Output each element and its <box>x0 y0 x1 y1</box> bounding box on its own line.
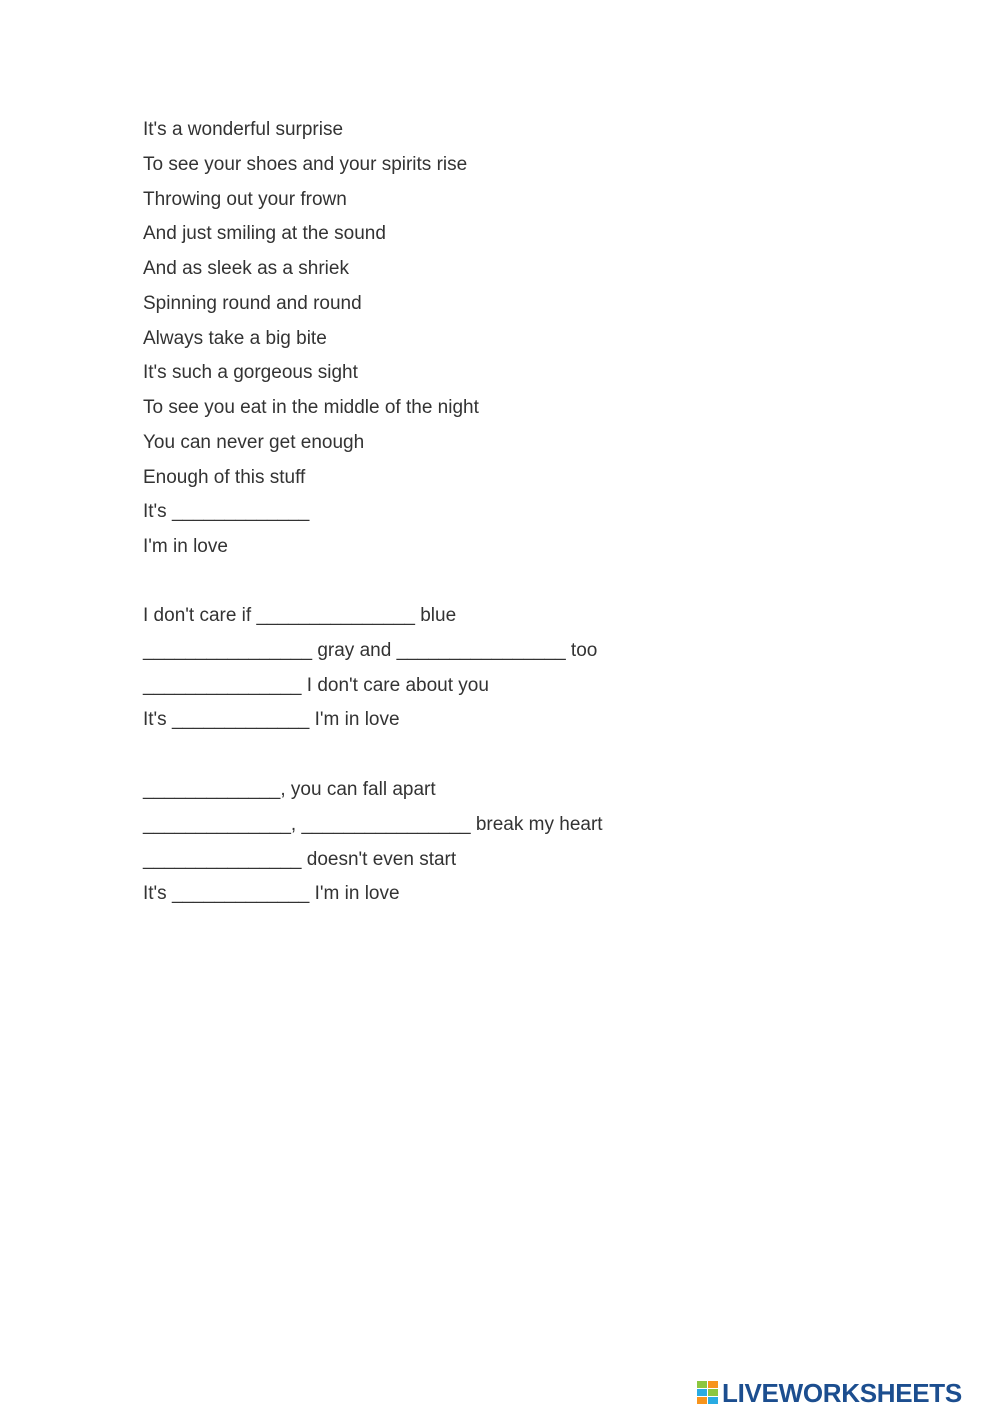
lyric-line-with-blank[interactable]: It's _____________ I'm in love <box>143 709 400 731</box>
stanza-3 <box>143 773 603 912</box>
brand-wordmark: LIVEWORKSHEETS <box>722 1378 962 1408</box>
lyric-line: Throwing out your frown <box>143 188 347 210</box>
lyric-line: Always take a big bite <box>143 327 327 349</box>
liveworksheets-brand[interactable] <box>697 1378 962 1408</box>
lyric-line-with-blank[interactable]: _______________ I don't care about you <box>143 674 489 696</box>
lyric-line: It's a wonderful surprise <box>143 119 344 140</box>
liveworksheets-logo-icon <box>697 1381 719 1405</box>
lyric-line: Enough of this stuff <box>143 466 306 488</box>
lyric-line: And just smiling at the sound <box>143 223 386 245</box>
lyric-line: You can never get enough <box>143 431 365 453</box>
lyric-line-with-blank[interactable]: I don't care if _______________ blue <box>143 605 457 626</box>
lyric-line: I'm in love <box>143 536 228 557</box>
lyric-line-with-blank[interactable]: It's _____________ I'm in love <box>143 883 400 905</box>
lyric-line-with-blank[interactable]: ______________, ________________ break my heart <box>143 813 603 835</box>
stanza-2 <box>143 599 597 738</box>
lyric-line-with-blank[interactable]: ________________ gray and ________________ too <box>143 639 598 661</box>
lyric-line: And as sleek as a shriek <box>143 258 349 279</box>
lyric-line-with-blank[interactable]: _____________, you can fall apart <box>143 779 436 800</box>
lyric-line: It's such a gorgeous sight <box>143 362 358 384</box>
stanza-1 <box>143 113 479 565</box>
lyric-line: Spinning round and round <box>143 292 362 314</box>
lyric-line: To see you eat in the middle of the night <box>143 397 479 418</box>
lyric-line-with-blank[interactable]: It's _____________ <box>143 501 310 523</box>
lyric-line: To see your shoes and your spirits rise <box>143 153 468 175</box>
worksheet-page <box>143 0 943 1413</box>
lyric-line-with-blank[interactable]: _______________ doesn't even start <box>143 848 457 870</box>
